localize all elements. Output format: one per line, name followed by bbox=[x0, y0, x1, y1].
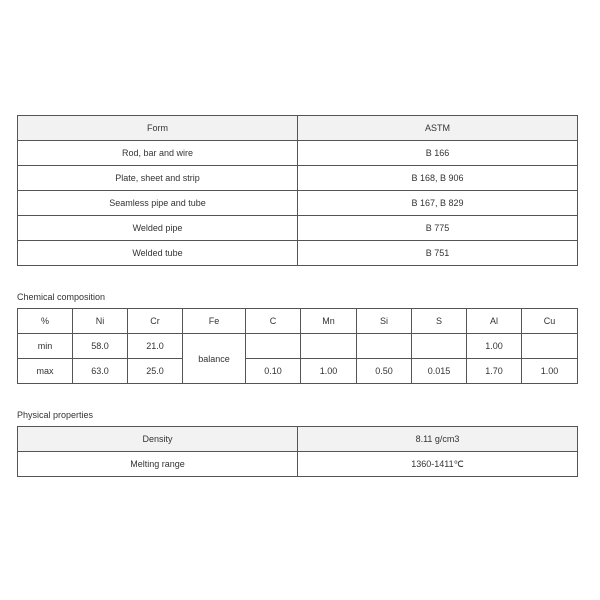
table-row bbox=[18, 166, 578, 191]
table-row bbox=[18, 141, 578, 166]
value-cell: 8.11 g/cm3 bbox=[298, 427, 578, 452]
max-ni: 63.0 bbox=[73, 359, 128, 384]
astm-specification-table bbox=[17, 115, 578, 266]
physical-properties-table bbox=[17, 426, 578, 477]
table-row bbox=[18, 452, 578, 477]
form-cell: Seamless pipe and tube bbox=[18, 191, 298, 216]
form-cell: Rod, bar and wire bbox=[18, 141, 298, 166]
min-ni: 58.0 bbox=[73, 334, 128, 359]
astm-cell: B 751 bbox=[298, 241, 578, 266]
min-c bbox=[246, 334, 301, 359]
max-cr: 25.0 bbox=[128, 359, 183, 384]
chemical-composition-table bbox=[17, 308, 578, 384]
property-cell: Melting range bbox=[18, 452, 298, 477]
value-cell: 1360-1411℃ bbox=[298, 452, 578, 477]
astm-cell: B 775 bbox=[298, 216, 578, 241]
min-row bbox=[18, 334, 578, 359]
ni-header: Ni bbox=[73, 309, 128, 334]
form-cell: Plate, sheet and strip bbox=[18, 166, 298, 191]
min-al: 1.00 bbox=[467, 334, 522, 359]
table-row bbox=[18, 191, 578, 216]
mn-header: Mn bbox=[301, 309, 357, 334]
fe-balance: balance bbox=[183, 334, 246, 384]
table-row bbox=[18, 216, 578, 241]
astm-cell: B 166 bbox=[298, 141, 578, 166]
s-header: S bbox=[412, 309, 467, 334]
max-label: max bbox=[18, 359, 73, 384]
percent-header: % bbox=[18, 309, 73, 334]
max-cu: 1.00 bbox=[522, 359, 578, 384]
table-row bbox=[18, 241, 578, 266]
al-header: Al bbox=[467, 309, 522, 334]
form-cell: Welded tube bbox=[18, 241, 298, 266]
min-s bbox=[412, 334, 467, 359]
table-row bbox=[18, 427, 578, 452]
chem-header-row bbox=[18, 309, 578, 334]
form-header: Form bbox=[18, 116, 298, 141]
fe-header: Fe bbox=[183, 309, 246, 334]
astm-cell: B 168, B 906 bbox=[298, 166, 578, 191]
chemical-composition-title: Chemical composition bbox=[17, 292, 106, 302]
si-header: Si bbox=[357, 309, 412, 334]
physical-properties-title: Physical properties bbox=[17, 410, 94, 420]
astm-cell: B 167, B 829 bbox=[298, 191, 578, 216]
max-si: 0.50 bbox=[357, 359, 412, 384]
c-header: C bbox=[246, 309, 301, 334]
max-s: 0.015 bbox=[412, 359, 467, 384]
property-cell: Density bbox=[18, 427, 298, 452]
table-header-row bbox=[18, 116, 578, 141]
cu-header: Cu bbox=[522, 309, 578, 334]
max-al: 1.70 bbox=[467, 359, 522, 384]
max-c: 0.10 bbox=[246, 359, 301, 384]
astm-header: ASTM bbox=[298, 116, 578, 141]
min-label: min bbox=[18, 334, 73, 359]
cr-header: Cr bbox=[128, 309, 183, 334]
min-cu bbox=[522, 334, 578, 359]
min-mn bbox=[301, 334, 357, 359]
max-row bbox=[18, 359, 578, 384]
form-cell: Welded pipe bbox=[18, 216, 298, 241]
min-si bbox=[357, 334, 412, 359]
max-mn: 1.00 bbox=[301, 359, 357, 384]
min-cr: 21.0 bbox=[128, 334, 183, 359]
